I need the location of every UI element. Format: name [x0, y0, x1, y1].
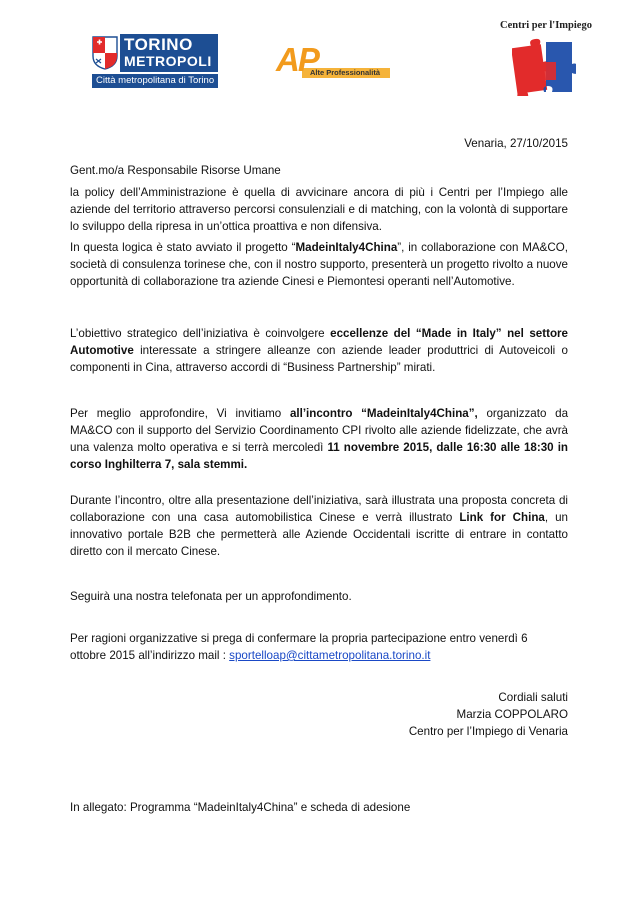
- paragraph-invitation: [70, 406, 568, 474]
- torino-shield-icon: [92, 36, 118, 70]
- paragraph-confirmation: [70, 631, 568, 665]
- torino-name-block: [120, 34, 218, 72]
- signatory-name: Marzia COPPOLARO: [456, 707, 568, 721]
- paragraph-policy: la policy dell’Amministrazione è quella di avvicinare ancora di più i Centri per l’Impiego alle aziende del territorio attraverso percorsi consulenziali e di matching, con la volontà di supportare lo sviluppo della ripresa in un’ottica proattiva e non difensiva.: [70, 186, 568, 233]
- cpi-logo-title: Centri per l'Impiego: [500, 20, 592, 31]
- p2-text-c: ”, in collaborazione con MA&CO, società di consulenza torinese che, con il nostro supporto, presenterà un progetto rivolto a nuove opportunità di collaborazione tra aziende Cinesi e Piemontesi operanti nell’Automotive.: [70, 241, 568, 288]
- torino-logo-line2: METROPOLI: [124, 53, 212, 69]
- ap-logo: [276, 42, 392, 82]
- attachment-line: In allegato: Programma “MadeinItaly4China” e scheda di adesione: [70, 801, 411, 814]
- confirmation-line2-text: ottobre 2015 all’indirizzo mail :: [70, 648, 230, 662]
- ap-logo-tagline: Alte Professionalità: [310, 68, 381, 77]
- confirmation-line2: [70, 648, 568, 665]
- p5-text-a: Durante l’incontro, oltre alla presentazione dell’iniziativa, sarà illustrata una proposta concreta di collaborazione con una casa automobilistica Cinese e verrà illustrato: [70, 494, 568, 524]
- meeting-name: all’incontro “MadeinItaly4China”,: [289, 407, 478, 420]
- date-line: Venaria, 27/10/2015: [464, 137, 568, 150]
- centri-impiego-logo: [500, 20, 596, 98]
- signatory-office: Centro per l’Impiego di Venaria: [408, 724, 568, 738]
- paragraph-project: [70, 240, 568, 291]
- email-link[interactable]: sportelloap@cittametropolitana.torino.it: [229, 648, 431, 662]
- torino-metropoli-logo: [92, 34, 218, 90]
- made-in-italy-highlight: eccellenze del “Made in Italy” nel settore Automotive: [70, 327, 569, 357]
- paragraph-objective: [70, 326, 568, 377]
- p4-text-a: Per meglio approfondire, Vi invitiamo: [70, 407, 290, 420]
- closing-greeting: Cordiali saluti: [498, 691, 568, 704]
- confirmation-line1: Per ragioni organizzative si prega di confermare la propria partecipazione entro venerdì 6: [70, 632, 528, 645]
- paragraph-phone-followup: Seguirà una nostra telefonata per un approfondimento.: [70, 590, 352, 603]
- p3-text-c: interessate a stringere alleanze con aziende leader produttrici di Autoveicoli o componenti in Cina, attraverso accordi di “Business Partnership” mirati.: [70, 343, 568, 374]
- p2-text-a: In questa logica è stato avviato il progetto “: [70, 241, 296, 254]
- ap-logo-letters: AP: [276, 41, 318, 78]
- project-name: MadeinItaly4China: [295, 241, 398, 254]
- closing-block: [70, 690, 568, 741]
- p3-text-a: L’obiettivo strategico dell’iniziativa è coinvolgere: [70, 327, 331, 340]
- torino-logo-line1: TORINO: [124, 35, 193, 54]
- salutation: Gent.mo/a Responsabile Risorse Umane: [70, 164, 281, 177]
- p4-text-c: organizzato da MA&CO con il supporto del Servizio Coordinamento CPI rivolto alle aziende fidelizzate, che avrà una valenza molto operativa e si terrà mercoledì: [70, 407, 569, 454]
- torino-logo-subtitle: Città metropolitana di Torino: [92, 74, 218, 88]
- link-for-china: Link for China: [459, 510, 545, 524]
- meeting-date-place: 11 novembre 2015, dalle 16:30 alle 18:30 in corso Inghilterra 7, sala stemmi.: [70, 440, 568, 471]
- puzzle-icon: [512, 38, 576, 96]
- p5-text-c: , un innovativo portale B2B che permetterà alle Aziende Occidentali iscritte di entrare in contatto diretto con il mercato Cinese.: [70, 510, 568, 558]
- paragraph-meeting-content: [70, 493, 568, 561]
